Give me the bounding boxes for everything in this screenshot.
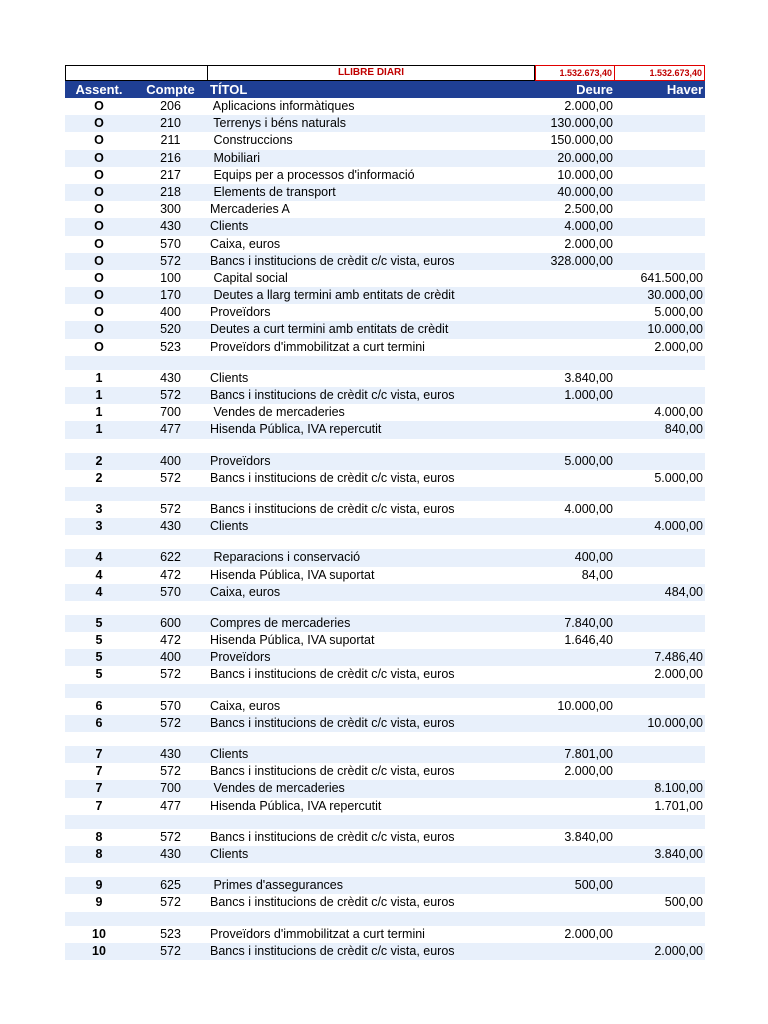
titol-cell: Proveïdors bbox=[210, 305, 271, 320]
spacer-row bbox=[65, 863, 705, 877]
compte-cell: 218 bbox=[160, 184, 181, 199]
header-deure: Deure bbox=[576, 82, 613, 97]
table-row bbox=[65, 387, 705, 404]
assent-cell: 7 bbox=[95, 781, 103, 796]
compte-cell: 477 bbox=[160, 422, 181, 437]
assent-cell: O bbox=[94, 253, 104, 268]
titol-cell: Terrenys i béns naturals bbox=[210, 116, 346, 131]
spacer-row bbox=[65, 732, 705, 746]
haver-cell bbox=[615, 150, 705, 167]
titol-cell: Bancs i institucions de crèdit c/c vista, euros bbox=[210, 501, 455, 516]
deure-cell bbox=[535, 649, 615, 666]
haver-cell bbox=[615, 98, 705, 115]
assent-cell: 5 bbox=[95, 615, 103, 630]
compte-cell: 216 bbox=[160, 150, 181, 165]
spacer-row bbox=[65, 535, 705, 549]
haver-cell bbox=[615, 632, 705, 649]
haver-cell: 4.000,00 bbox=[654, 405, 703, 420]
assent-cell: 9 bbox=[95, 895, 103, 910]
table-row bbox=[65, 501, 705, 518]
table-row bbox=[65, 894, 705, 911]
haver-cell bbox=[615, 549, 705, 566]
haver-cell: 8.100,00 bbox=[654, 781, 703, 796]
deure-cell: 3.840,00 bbox=[564, 370, 613, 385]
haver-cell: 2.000,00 bbox=[654, 667, 703, 682]
deure-cell bbox=[535, 304, 615, 321]
table-row bbox=[65, 370, 705, 387]
assent-cell: 5 bbox=[95, 633, 103, 648]
haver-cell: 4.000,00 bbox=[654, 519, 703, 534]
haver-cell: 7.486,40 bbox=[654, 650, 703, 665]
assent-cell: 5 bbox=[95, 650, 103, 665]
compte-cell: 572 bbox=[160, 895, 181, 910]
deure-cell bbox=[535, 321, 615, 338]
assent-cell: 1 bbox=[95, 405, 103, 420]
table-row bbox=[65, 780, 705, 797]
deure-cell bbox=[535, 404, 615, 421]
deure-cell bbox=[535, 339, 615, 356]
table-row bbox=[65, 253, 705, 270]
haver-cell bbox=[615, 453, 705, 470]
table-row bbox=[65, 698, 705, 715]
table-row bbox=[65, 746, 705, 763]
titol-cell: Clients bbox=[210, 370, 249, 385]
assent-cell: 7 bbox=[95, 764, 103, 779]
assent-cell: O bbox=[94, 339, 104, 354]
titol-cell: Hisenda Pública, IVA suportat bbox=[210, 567, 375, 582]
titol-cell: Vendes de mercaderies bbox=[210, 405, 345, 420]
compte-cell: 600 bbox=[160, 615, 181, 630]
compte-cell: 400 bbox=[160, 650, 181, 665]
table-row bbox=[65, 421, 705, 438]
journal-sheet bbox=[65, 65, 705, 960]
assent-cell: 7 bbox=[95, 798, 103, 813]
compte-cell: 572 bbox=[160, 667, 181, 682]
assent-cell: O bbox=[94, 116, 104, 131]
haver-cell: 840,00 bbox=[664, 422, 703, 437]
haver-cell bbox=[615, 115, 705, 132]
titol-cell: Proveïdors bbox=[210, 453, 271, 468]
titol-cell: Bancs i institucions de crèdit c/c vista, euros bbox=[210, 388, 455, 402]
table-row bbox=[65, 304, 705, 321]
titol-cell: Deutes a curt termini amb entitats de crèdit bbox=[210, 322, 449, 337]
spacer-row bbox=[65, 815, 705, 829]
deure-cell: 2.500,00 bbox=[564, 202, 613, 217]
blank-cell bbox=[65, 65, 208, 81]
titol-cell: Bancs i institucions de crèdit c/c vista, euros bbox=[210, 895, 455, 910]
assent-cell: 10 bbox=[92, 943, 106, 958]
compte-cell: 523 bbox=[160, 339, 181, 354]
title-row bbox=[65, 65, 705, 81]
table-row bbox=[65, 201, 705, 218]
deure-cell bbox=[535, 798, 615, 815]
deure-cell: 2.000,00 bbox=[564, 236, 613, 251]
compte-cell: 520 bbox=[160, 322, 181, 337]
haver-cell bbox=[615, 763, 705, 780]
haver-cell bbox=[615, 698, 705, 715]
deure-cell: 20.000,00 bbox=[557, 150, 613, 165]
total-deure: 1.532.673,40 bbox=[535, 65, 615, 81]
haver-cell: 2.000,00 bbox=[654, 339, 703, 354]
total-haver: 1.532.673,40 bbox=[615, 65, 705, 81]
deure-cell: 1.000,00 bbox=[564, 388, 613, 402]
table-row bbox=[65, 615, 705, 632]
deure-cell: 40.000,00 bbox=[557, 184, 613, 199]
table-row bbox=[65, 549, 705, 566]
journal-rows bbox=[65, 98, 705, 960]
compte-cell: 523 bbox=[160, 926, 181, 941]
compte-cell: 472 bbox=[160, 567, 181, 582]
haver-cell: 10.000,00 bbox=[647, 715, 703, 730]
compte-cell: 217 bbox=[160, 167, 181, 182]
assent-cell: 10 bbox=[92, 926, 106, 941]
compte-cell: 700 bbox=[160, 781, 181, 796]
haver-cell bbox=[615, 201, 705, 218]
compte-cell: 572 bbox=[160, 388, 181, 402]
compte-cell: 210 bbox=[160, 116, 181, 131]
haver-cell: 30.000,00 bbox=[647, 288, 703, 303]
compte-cell: 430 bbox=[160, 519, 181, 534]
table-row bbox=[65, 184, 705, 201]
deure-cell: 3.840,00 bbox=[564, 829, 613, 844]
table-row bbox=[65, 649, 705, 666]
titol-cell: Caixa, euros bbox=[210, 698, 281, 713]
deure-cell: 400,00 bbox=[574, 550, 613, 565]
compte-cell: 625 bbox=[160, 878, 181, 893]
table-row bbox=[65, 453, 705, 470]
titol-cell: Bancs i institucions de crèdit c/c vista, euros bbox=[210, 829, 455, 844]
compte-cell: 570 bbox=[160, 236, 181, 251]
table-row bbox=[65, 715, 705, 732]
header-compte: Compte bbox=[146, 82, 195, 97]
titol-cell: Aplicacions informàtiques bbox=[210, 99, 355, 113]
table-row bbox=[65, 98, 705, 115]
assent-cell: 4 bbox=[95, 550, 103, 565]
assent-cell: O bbox=[94, 202, 104, 217]
spacer-row bbox=[65, 912, 705, 926]
titol-cell: Proveïdors bbox=[210, 650, 271, 665]
header-haver: Haver bbox=[666, 82, 703, 97]
titol-cell: Bancs i institucions de crèdit c/c vista, euros bbox=[210, 715, 455, 730]
titol-cell: Clients bbox=[210, 846, 249, 861]
haver-cell bbox=[615, 132, 705, 149]
haver-cell: 5.000,00 bbox=[654, 470, 703, 485]
compte-cell: 300 bbox=[160, 202, 181, 217]
assent-cell: 8 bbox=[95, 829, 103, 844]
titol-cell: Proveïdors d'immobilitzat a curt termini bbox=[210, 339, 425, 354]
deure-cell bbox=[535, 584, 615, 601]
compte-cell: 430 bbox=[160, 370, 181, 385]
assent-cell: 2 bbox=[95, 470, 103, 485]
spacer-row bbox=[65, 601, 705, 615]
haver-cell bbox=[615, 218, 705, 235]
haver-cell: 3.840,00 bbox=[654, 846, 703, 861]
assent-cell: O bbox=[94, 288, 104, 303]
header-assent: Assent. bbox=[75, 82, 123, 97]
table-row bbox=[65, 943, 705, 960]
deure-cell: 10.000,00 bbox=[557, 167, 613, 182]
table-row bbox=[65, 115, 705, 132]
compte-cell: 206 bbox=[160, 99, 181, 113]
spacer-row bbox=[65, 439, 705, 453]
table-row bbox=[65, 632, 705, 649]
assent-cell: 6 bbox=[95, 715, 103, 730]
haver-cell bbox=[615, 167, 705, 184]
deure-cell bbox=[535, 943, 615, 960]
table-row bbox=[65, 287, 705, 304]
table-row bbox=[65, 404, 705, 421]
compte-cell: 622 bbox=[160, 550, 181, 565]
table-row bbox=[65, 584, 705, 601]
assent-cell: 3 bbox=[95, 519, 103, 534]
titol-cell: Elements de transport bbox=[210, 184, 336, 199]
compte-cell: 211 bbox=[160, 133, 181, 148]
assent-cell: 1 bbox=[95, 422, 103, 437]
titol-cell: Bancs i institucions de crèdit c/c vista, euros bbox=[210, 764, 455, 779]
haver-cell bbox=[615, 387, 705, 404]
deure-cell: 130.000,00 bbox=[550, 116, 613, 131]
deure-cell: 4.000,00 bbox=[564, 501, 613, 516]
titol-cell: Proveïdors d'immobilitzat a curt termini bbox=[210, 926, 425, 941]
haver-cell bbox=[615, 926, 705, 943]
titol-cell: Clients bbox=[210, 747, 249, 761]
assent-cell: O bbox=[94, 99, 104, 113]
titol-cell: Hisenda Pública, IVA suportat bbox=[210, 633, 375, 648]
table-row bbox=[65, 270, 705, 287]
table-row bbox=[65, 321, 705, 338]
deure-cell: 1.646,40 bbox=[564, 633, 613, 648]
titol-cell: Bancs i institucions de crèdit c/c vista, euros bbox=[210, 943, 455, 958]
assent-cell: 9 bbox=[95, 878, 103, 893]
compte-cell: 572 bbox=[160, 501, 181, 516]
deure-cell: 4.000,00 bbox=[564, 219, 613, 234]
table-row bbox=[65, 150, 705, 167]
assent-cell: O bbox=[94, 150, 104, 165]
deure-cell: 5.000,00 bbox=[564, 453, 613, 468]
titol-cell: Caixa, euros bbox=[210, 236, 281, 251]
compte-cell: 170 bbox=[160, 288, 181, 303]
deure-cell: 2.000,00 bbox=[564, 764, 613, 779]
compte-cell: 570 bbox=[160, 584, 181, 599]
assent-cell: O bbox=[94, 236, 104, 251]
titol-cell: Hisenda Pública, IVA repercutit bbox=[210, 422, 382, 437]
deure-cell: 150.000,00 bbox=[550, 133, 613, 148]
compte-cell: 100 bbox=[160, 270, 181, 285]
assent-cell: 1 bbox=[95, 388, 103, 402]
haver-cell bbox=[615, 501, 705, 518]
column-header-row bbox=[65, 81, 705, 98]
titol-cell: Clients bbox=[210, 219, 249, 234]
titol-cell: Primes d'assegurances bbox=[210, 878, 344, 893]
table-row bbox=[65, 829, 705, 846]
table-row bbox=[65, 470, 705, 487]
deure-cell: 500,00 bbox=[574, 878, 613, 893]
haver-cell bbox=[615, 184, 705, 201]
titol-cell: Mercaderies A bbox=[210, 202, 290, 217]
assent-cell: 7 bbox=[95, 747, 103, 761]
haver-cell bbox=[615, 370, 705, 387]
titol-cell: Bancs i institucions de crèdit c/c vista, euros bbox=[210, 667, 455, 682]
haver-cell bbox=[615, 567, 705, 584]
deure-cell bbox=[535, 470, 615, 487]
haver-cell: 10.000,00 bbox=[647, 322, 703, 337]
deure-cell: 2.000,00 bbox=[564, 99, 613, 113]
header-titol: TÍTOL bbox=[210, 82, 248, 97]
deure-cell bbox=[535, 715, 615, 732]
table-row bbox=[65, 846, 705, 863]
journal-title: LLIBRE DIARI bbox=[208, 65, 535, 81]
compte-cell: 572 bbox=[160, 253, 181, 268]
assent-cell: O bbox=[94, 322, 104, 337]
compte-cell: 572 bbox=[160, 829, 181, 844]
deure-cell bbox=[535, 518, 615, 535]
assent-cell: 1 bbox=[95, 370, 103, 385]
assent-cell: O bbox=[94, 270, 104, 285]
deure-cell: 7.801,00 bbox=[564, 747, 613, 761]
deure-cell: 328.000,00 bbox=[550, 253, 613, 268]
haver-cell: 1.701,00 bbox=[654, 798, 703, 813]
compte-cell: 430 bbox=[160, 747, 181, 761]
titol-cell: Compres de mercaderies bbox=[210, 615, 351, 630]
deure-cell bbox=[535, 270, 615, 287]
table-row bbox=[65, 132, 705, 149]
titol-cell: Bancs i institucions de crèdit c/c vista, euros bbox=[210, 470, 455, 485]
compte-cell: 570 bbox=[160, 698, 181, 713]
compte-cell: 400 bbox=[160, 305, 181, 320]
titol-cell: Construccions bbox=[210, 133, 293, 148]
titol-cell: Mobiliari bbox=[210, 150, 261, 165]
deure-cell bbox=[535, 666, 615, 683]
table-row bbox=[65, 666, 705, 683]
table-row bbox=[65, 339, 705, 356]
haver-cell bbox=[615, 877, 705, 894]
compte-cell: 572 bbox=[160, 715, 181, 730]
assent-cell: 3 bbox=[95, 501, 103, 516]
compte-cell: 700 bbox=[160, 405, 181, 420]
table-row bbox=[65, 236, 705, 253]
assent-cell: 6 bbox=[95, 698, 103, 713]
deure-cell: 84,00 bbox=[581, 567, 613, 582]
assent-cell: O bbox=[94, 167, 104, 182]
deure-cell: 10.000,00 bbox=[557, 698, 613, 713]
table-row bbox=[65, 167, 705, 184]
titol-cell: Capital social bbox=[210, 270, 288, 285]
compte-cell: 430 bbox=[160, 219, 181, 234]
haver-cell: 641.500,00 bbox=[640, 270, 703, 285]
deure-cell bbox=[535, 421, 615, 438]
haver-cell bbox=[615, 253, 705, 270]
deure-cell: 2.000,00 bbox=[564, 926, 613, 941]
titol-cell: Equips per a processos d'informació bbox=[210, 167, 415, 182]
titol-cell: Vendes de mercaderies bbox=[210, 781, 345, 796]
table-row bbox=[65, 518, 705, 535]
titol-cell: Deutes a llarg termini amb entitats de crèdit bbox=[210, 288, 455, 303]
table-row bbox=[65, 798, 705, 815]
titol-cell: Hisenda Pública, IVA repercutit bbox=[210, 798, 382, 813]
assent-cell: O bbox=[94, 219, 104, 234]
assent-cell: 5 bbox=[95, 667, 103, 682]
table-row bbox=[65, 763, 705, 780]
compte-cell: 472 bbox=[160, 633, 181, 648]
titol-cell: Caixa, euros bbox=[210, 584, 281, 599]
deure-cell bbox=[535, 780, 615, 797]
titol-cell: Reparacions i conservació bbox=[210, 550, 361, 565]
haver-cell: 2.000,00 bbox=[654, 943, 703, 958]
deure-cell bbox=[535, 287, 615, 304]
haver-cell bbox=[615, 829, 705, 846]
deure-cell bbox=[535, 846, 615, 863]
assent-cell: 2 bbox=[95, 453, 103, 468]
assent-cell: 4 bbox=[95, 567, 103, 582]
titol-cell: Bancs i institucions de crèdit c/c vista, euros bbox=[210, 253, 455, 268]
spacer-row bbox=[65, 684, 705, 698]
haver-cell: 484,00 bbox=[664, 584, 703, 599]
compte-cell: 572 bbox=[160, 470, 181, 485]
table-row bbox=[65, 567, 705, 584]
haver-cell bbox=[615, 236, 705, 253]
table-row bbox=[65, 926, 705, 943]
compte-cell: 572 bbox=[160, 764, 181, 779]
haver-cell: 500,00 bbox=[664, 895, 703, 910]
assent-cell: O bbox=[94, 184, 104, 199]
assent-cell: 4 bbox=[95, 584, 103, 599]
assent-cell: O bbox=[94, 305, 104, 320]
table-row bbox=[65, 877, 705, 894]
assent-cell: O bbox=[94, 133, 104, 148]
compte-cell: 430 bbox=[160, 846, 181, 861]
haver-cell: 5.000,00 bbox=[654, 305, 703, 320]
deure-cell: 7.840,00 bbox=[564, 615, 613, 630]
compte-cell: 477 bbox=[160, 798, 181, 813]
haver-cell bbox=[615, 615, 705, 632]
compte-cell: 400 bbox=[160, 453, 181, 468]
assent-cell: 8 bbox=[95, 846, 103, 861]
table-row bbox=[65, 218, 705, 235]
spacer-row bbox=[65, 487, 705, 501]
haver-cell bbox=[615, 746, 705, 763]
compte-cell: 572 bbox=[160, 943, 181, 958]
titol-cell: Clients bbox=[210, 519, 249, 534]
spacer-row bbox=[65, 356, 705, 370]
deure-cell bbox=[535, 894, 615, 911]
